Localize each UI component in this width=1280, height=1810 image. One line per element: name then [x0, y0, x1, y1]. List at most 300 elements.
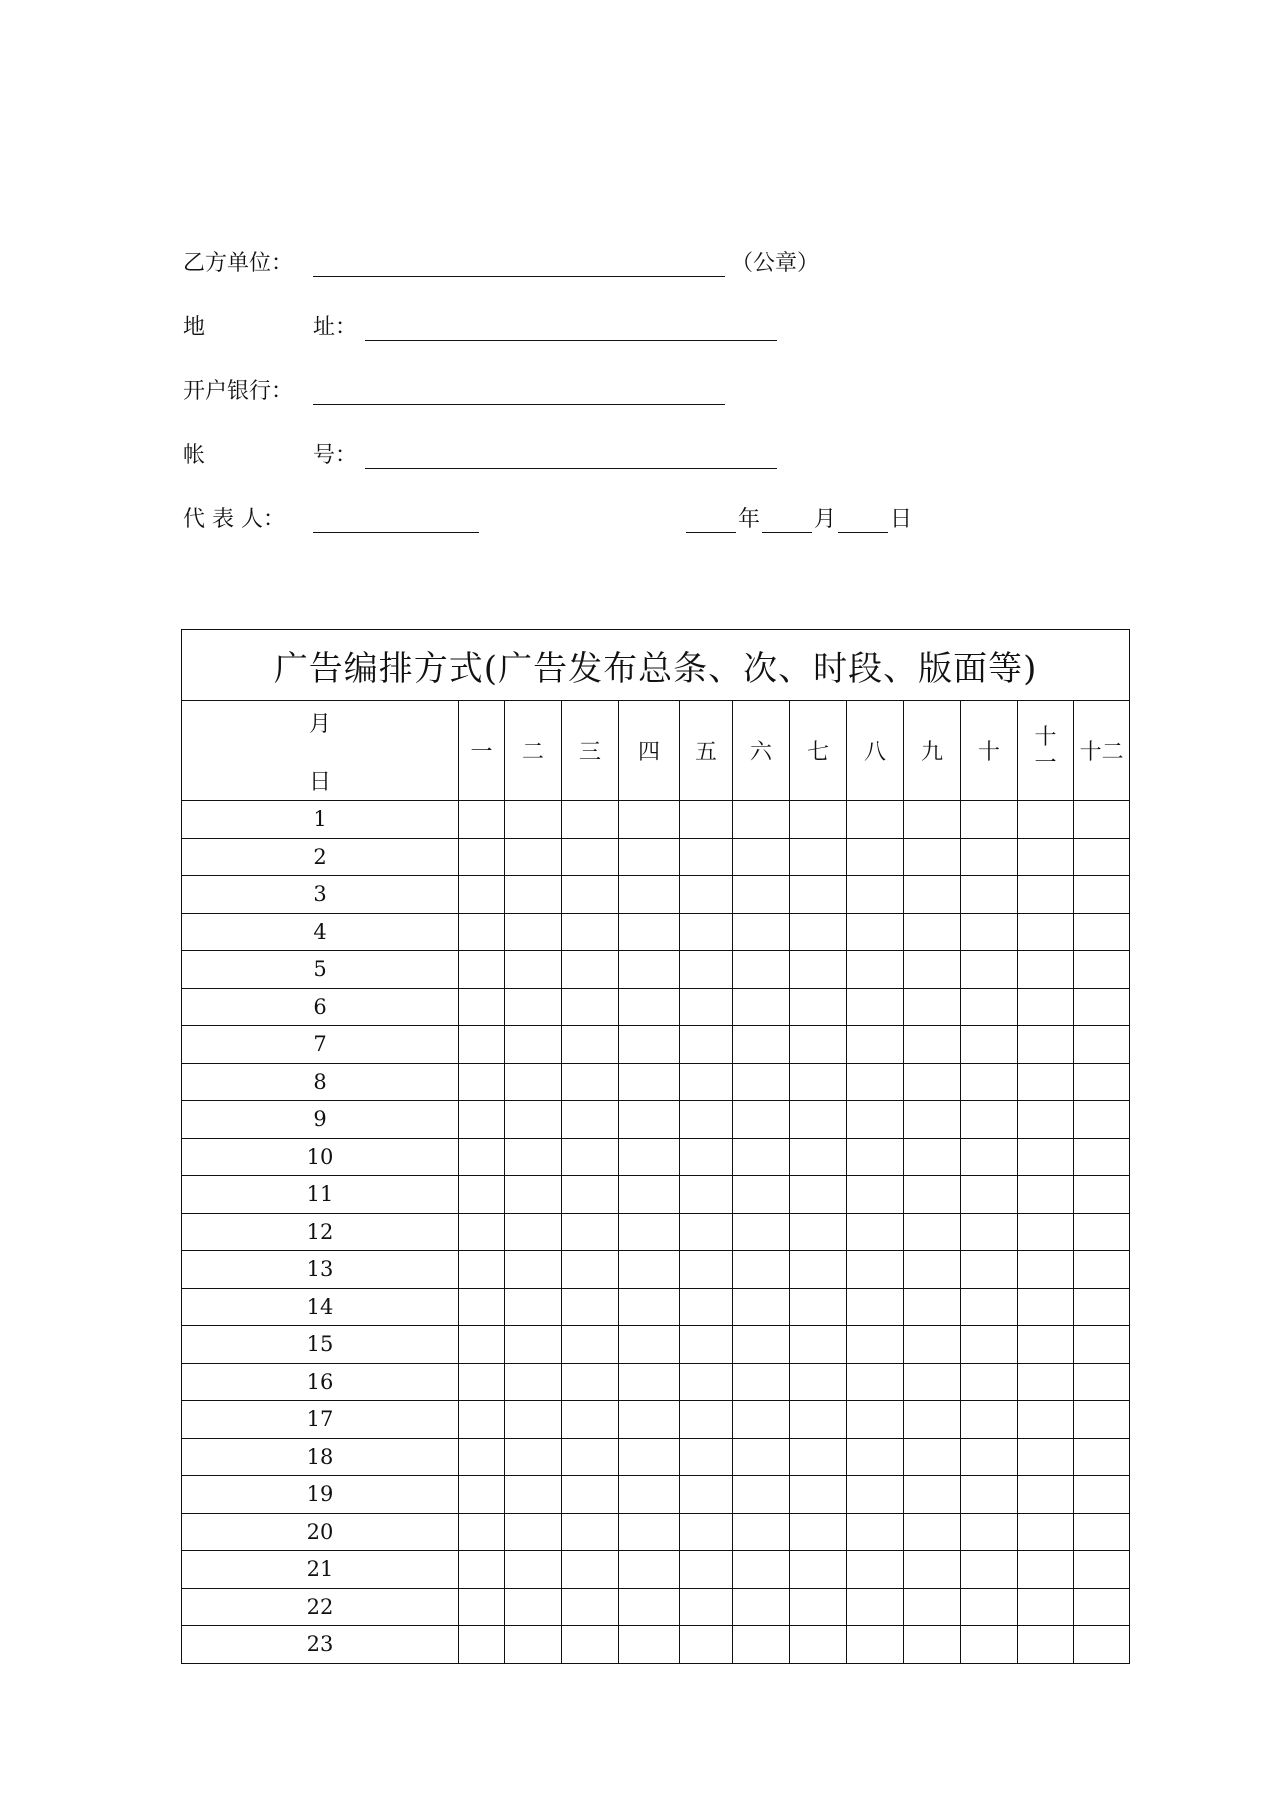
schedule-cell[interactable]: [904, 1513, 961, 1551]
schedule-cell[interactable]: [505, 1063, 562, 1101]
schedule-cell[interactable]: [459, 1551, 505, 1589]
schedule-cell[interactable]: [1074, 1138, 1130, 1176]
schedule-cell[interactable]: [619, 838, 680, 876]
schedule-cell[interactable]: [1018, 1401, 1074, 1439]
schedule-cell[interactable]: [733, 1063, 790, 1101]
schedule-cell[interactable]: [847, 913, 904, 951]
schedule-cell[interactable]: [733, 1213, 790, 1251]
schedule-cell[interactable]: [790, 1063, 847, 1101]
schedule-cell[interactable]: [680, 1513, 733, 1551]
schedule-cell[interactable]: [1074, 1588, 1130, 1626]
schedule-cell[interactable]: [505, 1551, 562, 1589]
schedule-cell[interactable]: [1074, 1476, 1130, 1514]
schedule-cell[interactable]: [562, 1476, 619, 1514]
schedule-cell[interactable]: [790, 1476, 847, 1514]
schedule-cell[interactable]: [619, 1101, 680, 1139]
schedule-cell[interactable]: [619, 1251, 680, 1289]
schedule-cell[interactable]: [847, 838, 904, 876]
schedule-cell[interactable]: [904, 1026, 961, 1064]
schedule-cell[interactable]: [904, 1213, 961, 1251]
schedule-cell[interactable]: [459, 1101, 505, 1139]
table-row: [182, 1101, 1130, 1139]
schedule-cell[interactable]: [733, 876, 790, 914]
corner-day-label: 日: [308, 770, 331, 795]
schedule-cell[interactable]: [733, 1326, 790, 1364]
schedule-cell[interactable]: [505, 1588, 562, 1626]
schedule-cell[interactable]: [790, 1513, 847, 1551]
schedule-cell[interactable]: [961, 913, 1018, 951]
schedule-cell[interactable]: [790, 1401, 847, 1439]
schedule-cell[interactable]: [904, 1288, 961, 1326]
representative-label: 代 表 人：: [183, 507, 285, 532]
schedule-cell[interactable]: [847, 1288, 904, 1326]
schedule-cell[interactable]: [619, 1588, 680, 1626]
schedule-cell[interactable]: [505, 988, 562, 1026]
schedule-cell[interactable]: [733, 838, 790, 876]
schedule-cell[interactable]: [1018, 1363, 1074, 1401]
schedule-cell[interactable]: [619, 1026, 680, 1064]
schedule-cell[interactable]: [680, 1176, 733, 1214]
schedule-cell[interactable]: [619, 1213, 680, 1251]
schedule-cell[interactable]: [847, 1476, 904, 1514]
schedule-cell[interactable]: [505, 1476, 562, 1514]
schedule-cell[interactable]: [904, 1176, 961, 1214]
schedule-cell[interactable]: [562, 1438, 619, 1476]
schedule-cell[interactable]: [1018, 838, 1074, 876]
schedule-cell[interactable]: [1018, 1626, 1074, 1664]
schedule-cell[interactable]: [961, 1326, 1018, 1364]
schedule-cell[interactable]: [459, 951, 505, 989]
schedule-cell[interactable]: [847, 876, 904, 914]
schedule-cell[interactable]: [619, 876, 680, 914]
schedule-cell[interactable]: [459, 1588, 505, 1626]
schedule-cell[interactable]: [619, 1551, 680, 1589]
schedule-cell[interactable]: [459, 1438, 505, 1476]
schedule-cell[interactable]: [1074, 1288, 1130, 1326]
schedule-cell[interactable]: [459, 876, 505, 914]
schedule-cell[interactable]: [733, 1626, 790, 1664]
schedule-cell[interactable]: [562, 1026, 619, 1064]
schedule-cell[interactable]: [790, 1101, 847, 1139]
schedule-cell[interactable]: [904, 913, 961, 951]
schedule-cell[interactable]: [619, 1438, 680, 1476]
schedule-cell[interactable]: [1018, 1326, 1074, 1364]
month-header-2: [505, 701, 562, 801]
schedule-cell[interactable]: [459, 1251, 505, 1289]
schedule-cell[interactable]: [619, 1401, 680, 1439]
schedule-cell[interactable]: [680, 1288, 733, 1326]
schedule-cell[interactable]: [733, 1363, 790, 1401]
schedule-cell[interactable]: [505, 1176, 562, 1214]
schedule-cell[interactable]: [904, 1363, 961, 1401]
schedule-cell[interactable]: [961, 1626, 1018, 1664]
schedule-cell[interactable]: [459, 1326, 505, 1364]
schedule-cell[interactable]: [562, 1363, 619, 1401]
day-label: 1: [182, 801, 459, 839]
schedule-cell[interactable]: [505, 913, 562, 951]
schedule-cell[interactable]: [619, 1288, 680, 1326]
schedule-cell[interactable]: [847, 1101, 904, 1139]
schedule-cell[interactable]: [733, 1588, 790, 1626]
corner-header: [182, 701, 459, 801]
schedule-cell[interactable]: [847, 1363, 904, 1401]
schedule-cell[interactable]: [562, 1401, 619, 1439]
schedule-cell[interactable]: [961, 1551, 1018, 1589]
schedule-cell[interactable]: [847, 1026, 904, 1064]
year-field[interactable]: [686, 532, 736, 533]
schedule-cell[interactable]: [904, 1401, 961, 1439]
schedule-cell[interactable]: [961, 988, 1018, 1026]
schedule-cell[interactable]: [1018, 1438, 1074, 1476]
schedule-cell[interactable]: [961, 1063, 1018, 1101]
schedule-cell[interactable]: [1018, 1588, 1074, 1626]
schedule-cell[interactable]: [619, 801, 680, 839]
schedule-cell[interactable]: [505, 801, 562, 839]
schedule-cell[interactable]: [680, 988, 733, 1026]
schedule-cell[interactable]: [904, 1326, 961, 1364]
schedule-cell[interactable]: [961, 1176, 1018, 1214]
schedule-cell[interactable]: [790, 913, 847, 951]
schedule-cell[interactable]: [680, 913, 733, 951]
schedule-cell[interactable]: [459, 1026, 505, 1064]
schedule-cell[interactable]: [459, 838, 505, 876]
schedule-cell[interactable]: [680, 1101, 733, 1139]
schedule-cell[interactable]: [847, 1326, 904, 1364]
schedule-cell[interactable]: [1074, 988, 1130, 1026]
schedule-cell[interactable]: [847, 1551, 904, 1589]
schedule-cell[interactable]: [733, 1401, 790, 1439]
schedule-cell[interactable]: [961, 1213, 1018, 1251]
schedule-cell[interactable]: [733, 801, 790, 839]
schedule-cell[interactable]: [904, 1063, 961, 1101]
schedule-cell[interactable]: [505, 876, 562, 914]
schedule-cell[interactable]: [961, 1101, 1018, 1139]
schedule-cell[interactable]: [1018, 913, 1074, 951]
account-field[interactable]: [365, 468, 777, 469]
schedule-cell[interactable]: [1018, 876, 1074, 914]
schedule-cell[interactable]: [1018, 1551, 1074, 1589]
schedule-cell[interactable]: [790, 988, 847, 1026]
schedule-cell[interactable]: [733, 1026, 790, 1064]
schedule-cell[interactable]: [459, 1176, 505, 1214]
day-label: 19: [182, 1476, 459, 1514]
schedule-cell[interactable]: [847, 1588, 904, 1626]
schedule-cell[interactable]: [1074, 1626, 1130, 1664]
schedule-cell[interactable]: [619, 1476, 680, 1514]
schedule-cell[interactable]: [1018, 1213, 1074, 1251]
schedule-cell[interactable]: [847, 1138, 904, 1176]
schedule-cell[interactable]: [680, 876, 733, 914]
schedule-cell[interactable]: [790, 838, 847, 876]
schedule-cell[interactable]: [904, 1438, 961, 1476]
schedule-cell[interactable]: [847, 988, 904, 1026]
schedule-cell[interactable]: [619, 988, 680, 1026]
schedule-cell[interactable]: [505, 1213, 562, 1251]
schedule-cell[interactable]: [562, 1513, 619, 1551]
schedule-cell[interactable]: [790, 1138, 847, 1176]
schedule-cell[interactable]: [904, 1101, 961, 1139]
schedule-cell[interactable]: [1074, 951, 1130, 989]
schedule-cell[interactable]: [1018, 951, 1074, 989]
schedule-cell[interactable]: [680, 1026, 733, 1064]
schedule-cell[interactable]: [1074, 1101, 1130, 1139]
schedule-cell[interactable]: [505, 1326, 562, 1364]
schedule-cell[interactable]: [619, 1326, 680, 1364]
schedule-cell[interactable]: [459, 1213, 505, 1251]
schedule-cell[interactable]: [619, 951, 680, 989]
schedule-cell[interactable]: [961, 1288, 1018, 1326]
schedule-cell[interactable]: [680, 1213, 733, 1251]
schedule-cell[interactable]: [1074, 838, 1130, 876]
month-header-1: [459, 701, 505, 801]
schedule-cell[interactable]: [459, 988, 505, 1026]
schedule-cell[interactable]: [1074, 1401, 1130, 1439]
schedule-cell[interactable]: [680, 838, 733, 876]
schedule-cell[interactable]: [1018, 801, 1074, 839]
schedule-cell[interactable]: [961, 838, 1018, 876]
schedule-cell[interactable]: [505, 1363, 562, 1401]
schedule-cell[interactable]: [562, 1101, 619, 1139]
schedule-cell[interactable]: [505, 1288, 562, 1326]
schedule-cell[interactable]: [505, 1513, 562, 1551]
schedule-cell[interactable]: [619, 1138, 680, 1176]
schedule-cell[interactable]: [1018, 1176, 1074, 1214]
schedule-cell[interactable]: [562, 876, 619, 914]
schedule-cell[interactable]: [790, 1288, 847, 1326]
schedule-cell[interactable]: [1074, 1363, 1130, 1401]
schedule-cell[interactable]: [961, 1513, 1018, 1551]
schedule-cell[interactable]: [1018, 1513, 1074, 1551]
address-field[interactable]: [365, 340, 777, 341]
schedule-cell[interactable]: [505, 1626, 562, 1664]
schedule-cell[interactable]: [904, 876, 961, 914]
schedule-cell[interactable]: [790, 1026, 847, 1064]
schedule-cell[interactable]: [680, 1138, 733, 1176]
schedule-cell[interactable]: [680, 1251, 733, 1289]
schedule-cell[interactable]: [733, 1551, 790, 1589]
schedule-cell[interactable]: [961, 1251, 1018, 1289]
schedule-cell[interactable]: [961, 1401, 1018, 1439]
schedule-cell[interactable]: [1074, 1063, 1130, 1101]
month-header-9: [904, 701, 961, 801]
schedule-cell[interactable]: [961, 1138, 1018, 1176]
schedule-cell[interactable]: [459, 1138, 505, 1176]
schedule-cell[interactable]: [505, 1251, 562, 1289]
month-label: 十二: [1079, 740, 1124, 765]
table-row: [182, 1288, 1130, 1326]
month-header-3: [562, 701, 619, 801]
schedule-cell[interactable]: [680, 1588, 733, 1626]
schedule-cell[interactable]: [790, 1251, 847, 1289]
schedule-cell[interactable]: [1074, 913, 1130, 951]
party-b-field[interactable]: [313, 276, 725, 277]
schedule-cell[interactable]: [459, 1513, 505, 1551]
schedule-cell[interactable]: [562, 1213, 619, 1251]
schedule-cell[interactable]: [459, 1476, 505, 1514]
schedule-cell[interactable]: [790, 951, 847, 989]
schedule-cell[interactable]: [961, 1438, 1018, 1476]
schedule-cell[interactable]: [733, 1251, 790, 1289]
schedule-cell[interactable]: [505, 1438, 562, 1476]
schedule-cell[interactable]: [847, 1176, 904, 1214]
bank-line: [183, 377, 883, 407]
schedule-cell[interactable]: [680, 1401, 733, 1439]
schedule-cell[interactable]: [505, 951, 562, 989]
schedule-cell[interactable]: [619, 1063, 680, 1101]
schedule-cell[interactable]: [1074, 1176, 1130, 1214]
schedule-cell[interactable]: [1074, 1513, 1130, 1551]
table-row: [182, 876, 1130, 914]
schedule-cell[interactable]: [904, 988, 961, 1026]
schedule-cell[interactable]: [847, 1626, 904, 1664]
schedule-cell[interactable]: [961, 1363, 1018, 1401]
schedule-cell[interactable]: [847, 1063, 904, 1101]
schedule-cell[interactable]: [961, 1026, 1018, 1064]
schedule-cell[interactable]: [904, 1588, 961, 1626]
schedule-cell[interactable]: [733, 1138, 790, 1176]
schedule-cell[interactable]: [847, 1438, 904, 1476]
schedule-cell[interactable]: [1074, 1326, 1130, 1364]
schedule-cell[interactable]: [562, 1326, 619, 1364]
schedule-cell[interactable]: [680, 951, 733, 989]
bank-field[interactable]: [313, 404, 725, 405]
schedule-cell[interactable]: [505, 1101, 562, 1139]
schedule-cell[interactable]: [790, 1588, 847, 1626]
day-field[interactable]: [838, 532, 888, 533]
schedule-cell[interactable]: [505, 1138, 562, 1176]
schedule-cell[interactable]: [847, 801, 904, 839]
schedule-cell[interactable]: [680, 1626, 733, 1664]
schedule-cell[interactable]: [562, 951, 619, 989]
schedule-cell[interactable]: [505, 1026, 562, 1064]
schedule-cell[interactable]: [790, 1213, 847, 1251]
schedule-cell[interactable]: [790, 801, 847, 839]
schedule-cell[interactable]: [1074, 1026, 1130, 1064]
schedule-cell[interactable]: [790, 876, 847, 914]
schedule-cell[interactable]: [619, 1626, 680, 1664]
schedule-cell[interactable]: [562, 1251, 619, 1289]
schedule-cell[interactable]: [733, 1438, 790, 1476]
schedule-cell[interactable]: [562, 1588, 619, 1626]
schedule-cell[interactable]: [847, 1213, 904, 1251]
table-row: [182, 1026, 1130, 1064]
schedule-cell[interactable]: [562, 838, 619, 876]
schedule-cell[interactable]: [619, 1363, 680, 1401]
schedule-cell[interactable]: [904, 1626, 961, 1664]
schedule-cell[interactable]: [733, 1476, 790, 1514]
schedule-cell[interactable]: [733, 1176, 790, 1214]
schedule-cell[interactable]: [961, 801, 1018, 839]
schedule-cell[interactable]: [1018, 988, 1074, 1026]
schedule-cell[interactable]: [680, 1551, 733, 1589]
schedule-cell[interactable]: [904, 951, 961, 989]
schedule-cell[interactable]: [1074, 1438, 1130, 1476]
schedule-cell[interactable]: [847, 1251, 904, 1289]
schedule-cell[interactable]: [680, 1476, 733, 1514]
schedule-cell[interactable]: [505, 838, 562, 876]
schedule-cell[interactable]: [1074, 1251, 1130, 1289]
schedule-cell[interactable]: [733, 1101, 790, 1139]
schedule-cell[interactable]: [562, 1288, 619, 1326]
schedule-cell[interactable]: [680, 1063, 733, 1101]
schedule-cell[interactable]: [1018, 1063, 1074, 1101]
schedule-cell[interactable]: [790, 1626, 847, 1664]
schedule-cell[interactable]: [790, 1363, 847, 1401]
schedule-cell[interactable]: [680, 1363, 733, 1401]
schedule-cell[interactable]: [505, 1401, 562, 1439]
schedule-cell[interactable]: [733, 1513, 790, 1551]
schedule-cell[interactable]: [1018, 1101, 1074, 1139]
schedule-cell[interactable]: [680, 1438, 733, 1476]
schedule-cell[interactable]: [790, 1176, 847, 1214]
schedule-cell[interactable]: [847, 1513, 904, 1551]
schedule-cell[interactable]: [904, 1476, 961, 1514]
schedule-cell[interactable]: [459, 1288, 505, 1326]
schedule-cell[interactable]: [1018, 1251, 1074, 1289]
schedule-cell[interactable]: [619, 913, 680, 951]
schedule-cell[interactable]: [961, 876, 1018, 914]
schedule-cell[interactable]: [961, 951, 1018, 989]
schedule-cell[interactable]: [459, 913, 505, 951]
schedule-cell[interactable]: [562, 801, 619, 839]
schedule-cell[interactable]: [459, 1363, 505, 1401]
schedule-cell[interactable]: [562, 1063, 619, 1101]
schedule-cell[interactable]: [1074, 876, 1130, 914]
schedule-cell[interactable]: [790, 1551, 847, 1589]
schedule-cell[interactable]: [562, 1551, 619, 1589]
schedule-cell[interactable]: [790, 1438, 847, 1476]
schedule-cell[interactable]: [847, 951, 904, 989]
schedule-cell[interactable]: [459, 1401, 505, 1439]
schedule-cell[interactable]: [904, 838, 961, 876]
schedule-cell[interactable]: [1018, 1476, 1074, 1514]
schedule-cell[interactable]: [562, 988, 619, 1026]
schedule-cell[interactable]: [1074, 801, 1130, 839]
schedule-cell[interactable]: [733, 913, 790, 951]
month-header-5: [680, 701, 733, 801]
schedule-cell[interactable]: [459, 1063, 505, 1101]
month-field[interactable]: [762, 532, 812, 533]
schedule-cell[interactable]: [961, 1588, 1018, 1626]
representative-field[interactable]: [313, 532, 479, 533]
schedule-cell[interactable]: [1074, 1213, 1130, 1251]
schedule-cell[interactable]: [961, 1476, 1018, 1514]
schedule-cell[interactable]: [1018, 1138, 1074, 1176]
schedule-cell[interactable]: [847, 1401, 904, 1439]
schedule-cell[interactable]: [904, 1138, 961, 1176]
schedule-cell[interactable]: [733, 951, 790, 989]
schedule-cell[interactable]: [1074, 1551, 1130, 1589]
schedule-cell[interactable]: [733, 1288, 790, 1326]
schedule-cell[interactable]: [1018, 1026, 1074, 1064]
schedule-cell[interactable]: [562, 1138, 619, 1176]
schedule-cell[interactable]: [904, 1251, 961, 1289]
schedule-cell[interactable]: [790, 1326, 847, 1364]
schedule-cell[interactable]: [562, 1176, 619, 1214]
schedule-cell[interactable]: [680, 801, 733, 839]
schedule-cell[interactable]: [459, 1626, 505, 1664]
schedule-cell[interactable]: [562, 1626, 619, 1664]
schedule-cell[interactable]: [904, 1551, 961, 1589]
schedule-cell[interactable]: [1018, 1288, 1074, 1326]
schedule-cell[interactable]: [619, 1513, 680, 1551]
schedule-cell[interactable]: [459, 801, 505, 839]
schedule-cell[interactable]: [733, 988, 790, 1026]
schedule-cell[interactable]: [562, 913, 619, 951]
schedule-cell[interactable]: [619, 1176, 680, 1214]
schedule-cell[interactable]: [904, 801, 961, 839]
schedule-cell[interactable]: [680, 1326, 733, 1364]
